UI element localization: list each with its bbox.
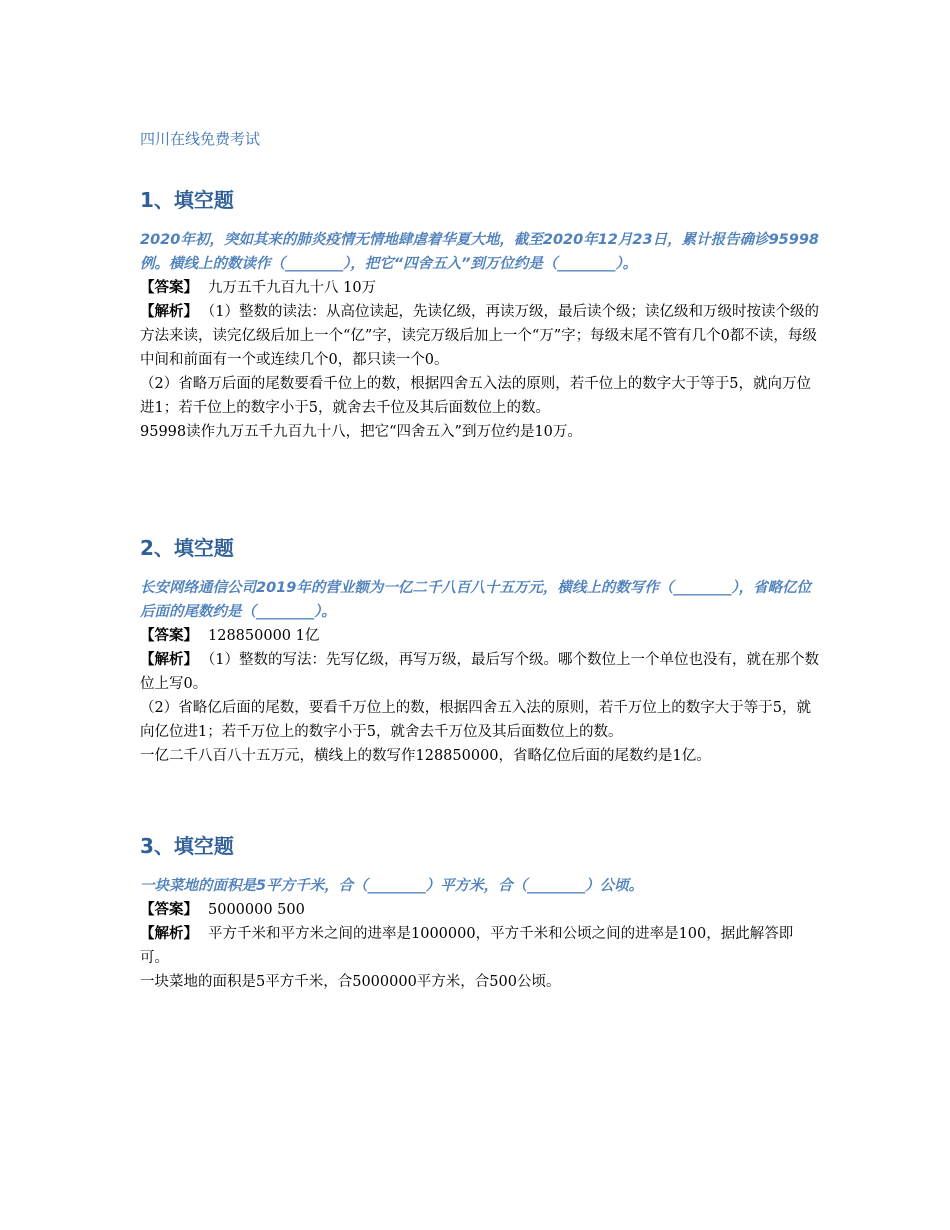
answer-label: 【答案】 [140,280,198,296]
answer-line [140,624,820,648]
analysis-text: 平方千米和平方米之间的进率是1000000，平方千米和公顷之间的进率是100，据此解答即可。 [140,926,794,966]
analysis-line [140,922,820,970]
analysis-paragraph: （2）省略亿后面的尾数，要看千万位上的数，根据四舍五入法的原则，若千万位上的数字大于等于5，就向亿位进1；若千万位上的数字小于5，就舍去千万位及其后面数位上的数。 [140,700,811,740]
question-heading: 1、填空题 [140,188,234,212]
question-section-2 [140,534,820,768]
analysis-text: （1）整数的读法：从高位读起，先读亿级，再读万级，最后读个级；读亿级和万级时按读个级的方法来读，读完亿级后加上一个“亿”字，读完万级后加上一个“万”字；每级末尾不管有几个0都不读，每级中间和前面有一个或连续几个0，都只读一个0。 [140,304,819,368]
analysis-label: 【解析】 [140,304,198,320]
question-text: 2020年初，突如其来的肺炎疫情无情地肆虐着华夏大地，截至2020年12月23日，累计报告确诊95998例。横线上的数读作（________），把它“四舍五入”到万位约是（________）。 [140,232,820,272]
analysis-paragraph: 95998读作九万五千九百九十八，把它“四舍五入”到万位约是10万。 [140,424,582,440]
answer-label: 【答案】 [140,628,198,644]
analysis-label: 【解析】 [140,926,198,942]
analysis-paragraph: （2）省略万后面的尾数要看千位上的数，根据四舍五入法的原则，若千位上的数字大于等于5，就向万位进1；若千位上的数字小于5，就舍去千位及其后面数位上的数。 [140,376,811,416]
analysis-line [140,300,820,372]
answer-line [140,276,820,300]
question-text: 一块菜地的面积是5平方千米，合（________）平方米，合（________）公顷。 [140,878,644,894]
answer-text: 5000000 500 [208,902,305,918]
answer-label: 【答案】 [140,902,198,918]
answer-text: 128850000 1亿 [208,628,320,644]
analysis-paragraph: 一亿二千八百八十五万元，横线上的数写作128850000，省略亿位后面的尾数约是1亿。 [140,748,711,764]
answer-text: 九万五千九百九十八 10万 [208,280,377,296]
question-section-1 [140,186,820,444]
answer-line [140,898,820,922]
question-text: 长安网络通信公司2019年的营业额为一亿二千八百八十五万元，横线上的数写作（________），省略亿位后面的尾数约是（________）。 [140,580,812,620]
site-title: 四川在线免费考试 [140,130,261,148]
analysis-label: 【解析】 [140,652,198,668]
analysis-line [140,648,820,696]
question-section-3 [140,832,820,994]
analysis-text: （1）整数的写法：先写亿级，再写万级，最后写个级。哪个数位上一个单位也没有，就在那个数位上写0。 [140,652,819,692]
question-heading: 2、填空题 [140,536,234,560]
analysis-paragraph: 一块菜地的面积是5平方千米，合5000000平方米，合500公顷。 [140,974,561,990]
question-heading: 3、填空题 [140,834,234,858]
